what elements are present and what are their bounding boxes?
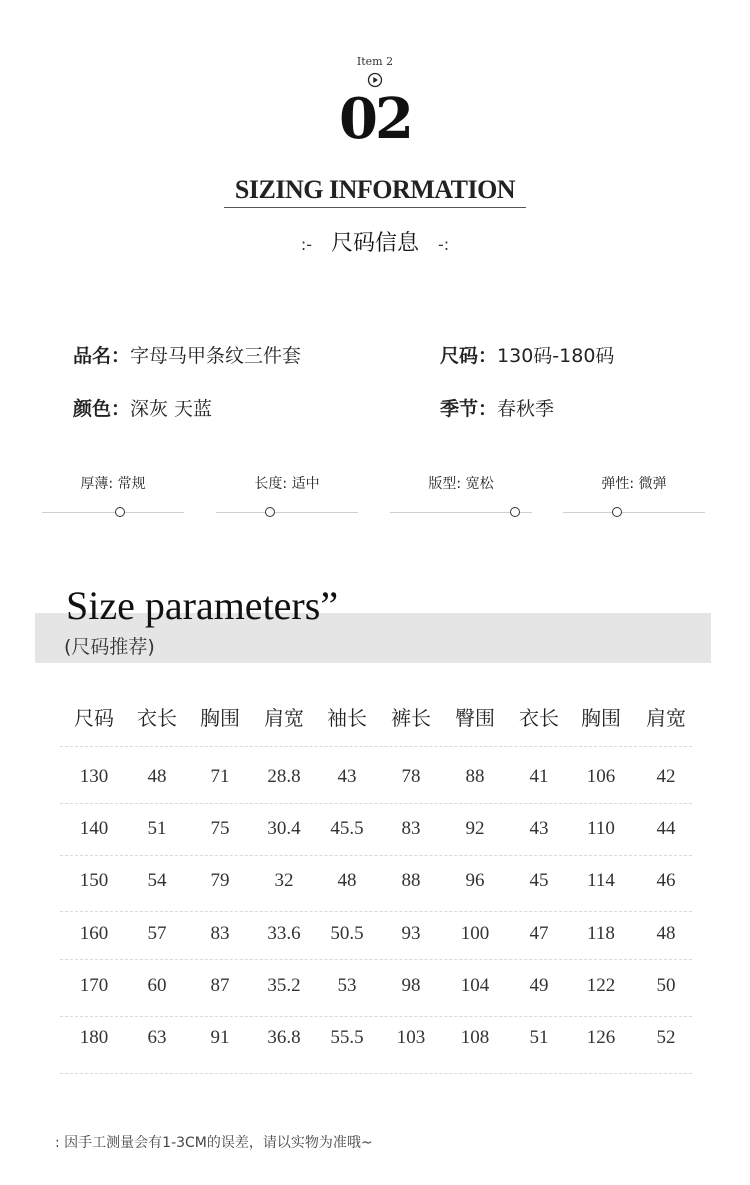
table-cell: 106 xyxy=(586,766,616,787)
table-cell: 46 xyxy=(656,870,676,891)
product-name-label: 品名： xyxy=(73,345,131,367)
table-cell: 104 xyxy=(460,975,490,996)
section-number: 02 xyxy=(339,86,411,152)
product-size-value: 130码-180码 xyxy=(497,345,615,367)
table-cell: 83 xyxy=(210,923,230,944)
table-cell: 43 xyxy=(337,766,357,787)
table-header-cell: 袖长 xyxy=(327,706,367,730)
page-title: SIZING INFORMATION xyxy=(234,175,516,204)
table-cell: 87 xyxy=(210,975,230,996)
table-cell: 98 xyxy=(401,975,421,996)
table-cell: 54 xyxy=(147,870,167,891)
table-cell: 36.8 xyxy=(267,1027,301,1048)
table-cell: 43 xyxy=(529,818,549,839)
table-cell: 91 xyxy=(210,1027,230,1048)
table-cell: 45 xyxy=(529,870,549,891)
table-cell: 42 xyxy=(656,766,676,787)
table-cell: 53 xyxy=(337,975,357,996)
table-cell: 49 xyxy=(529,975,549,996)
subtitle-text: 尺码信息 xyxy=(330,231,419,256)
product-size-label: 尺码： xyxy=(440,345,498,367)
table-row-divider xyxy=(60,855,692,856)
table-cell: 114 xyxy=(587,870,615,891)
subtitle-deco-left: :- xyxy=(300,235,312,254)
table-cell: 41 xyxy=(529,766,549,787)
attribute-indicator xyxy=(115,507,125,517)
table-cell: 48 xyxy=(337,870,357,891)
page-subtitle xyxy=(0,226,750,257)
attribute-track xyxy=(563,512,705,513)
table-cell: 48 xyxy=(656,923,676,944)
table-cell: 83 xyxy=(401,818,421,839)
table-cell: 160 xyxy=(79,923,109,944)
table-cell: 93 xyxy=(401,923,421,944)
attribute-indicator xyxy=(612,507,622,517)
table-cell: 57 xyxy=(147,923,167,944)
table-header-cell: 胸围 xyxy=(581,706,621,730)
product-color-label: 颜色： xyxy=(73,398,131,420)
table-cell: 88 xyxy=(401,870,421,891)
table-cell: 140 xyxy=(79,818,109,839)
table-header-cell: 肩宽 xyxy=(646,706,686,730)
table-cell: 50.5 xyxy=(330,923,364,944)
table-row-divider xyxy=(60,746,692,747)
table-cell: 122 xyxy=(586,975,616,996)
table-cell: 55.5 xyxy=(330,1027,364,1048)
attribute-label: 长度: 适中 xyxy=(254,476,320,492)
table-cell: 130 xyxy=(79,766,109,787)
size-params-subtitle: (尺码推荐) xyxy=(64,636,155,658)
table-cell: 63 xyxy=(147,1027,167,1048)
table-cell: 50 xyxy=(656,975,676,996)
table-cell: 79 xyxy=(210,870,230,891)
table-cell: 100 xyxy=(460,923,490,944)
table-header-cell: 裤长 xyxy=(391,706,431,730)
table-cell: 170 xyxy=(79,975,109,996)
table-cell: 44 xyxy=(656,818,676,839)
table-header-cell: 尺码 xyxy=(74,706,114,730)
table-row-divider xyxy=(60,911,692,912)
table-header-cell: 臀围 xyxy=(455,706,495,730)
table-cell: 88 xyxy=(465,766,485,787)
table-cell: 126 xyxy=(586,1027,616,1048)
table-cell: 52 xyxy=(656,1027,676,1048)
product-name-value: 字母马甲条纹三件套 xyxy=(130,345,302,367)
product-season-label: 季节： xyxy=(440,398,498,420)
table-row-divider xyxy=(60,1073,692,1074)
footnote: : 因手工测量会有1-3CM的误差，请以实物为准哦~ xyxy=(55,1135,373,1151)
attribute-label: 厚薄: 常规 xyxy=(80,476,146,492)
table-cell: 28.8 xyxy=(267,766,301,787)
attribute-label: 版型: 宽松 xyxy=(428,476,494,492)
table-cell: 47 xyxy=(529,923,549,944)
table-cell: 110 xyxy=(587,818,615,839)
title-underline xyxy=(224,207,526,208)
table-cell: 35.2 xyxy=(267,975,301,996)
product-season xyxy=(440,394,554,421)
table-cell: 118 xyxy=(587,923,615,944)
attribute-label: 弹性: 微弹 xyxy=(601,476,667,492)
table-header-cell: 肩宽 xyxy=(264,706,304,730)
table-cell: 32 xyxy=(274,870,294,891)
table-cell: 60 xyxy=(147,975,167,996)
product-name xyxy=(73,341,301,368)
table-cell: 51 xyxy=(529,1027,549,1048)
table-cell: 78 xyxy=(401,766,421,787)
attribute-track xyxy=(216,512,358,513)
subtitle-deco-right: -: xyxy=(438,235,450,254)
product-color xyxy=(73,394,212,421)
table-cell: 71 xyxy=(210,766,230,787)
table-row-divider xyxy=(60,1016,692,1017)
table-cell: 96 xyxy=(465,870,485,891)
attribute-track xyxy=(42,512,184,513)
size-params-title: Size parameters” xyxy=(66,583,339,628)
table-header-cell: 衣长 xyxy=(519,706,559,730)
table-cell: 103 xyxy=(396,1027,426,1048)
table-row-divider xyxy=(60,959,692,960)
table-cell: 150 xyxy=(79,870,109,891)
table-header-cell: 胸围 xyxy=(200,706,240,730)
table-cell: 51 xyxy=(147,818,167,839)
table-row-divider xyxy=(60,803,692,804)
table-cell: 45.5 xyxy=(330,818,364,839)
table-cell: 75 xyxy=(210,818,230,839)
attribute-indicator xyxy=(510,507,520,517)
table-cell: 48 xyxy=(147,766,167,787)
attribute-indicator xyxy=(265,507,275,517)
product-color-value: 深灰 天蓝 xyxy=(130,398,213,420)
table-cell: 180 xyxy=(79,1027,109,1048)
product-season-value: 春秋季 xyxy=(497,398,555,420)
table-cell: 30.4 xyxy=(267,818,301,839)
table-cell: 108 xyxy=(460,1027,490,1048)
product-size xyxy=(440,341,614,368)
table-header-cell: 衣长 xyxy=(137,706,177,730)
table-cell: 33.6 xyxy=(267,923,301,944)
item-label: Item 2 xyxy=(356,55,394,68)
table-cell: 92 xyxy=(465,818,485,839)
